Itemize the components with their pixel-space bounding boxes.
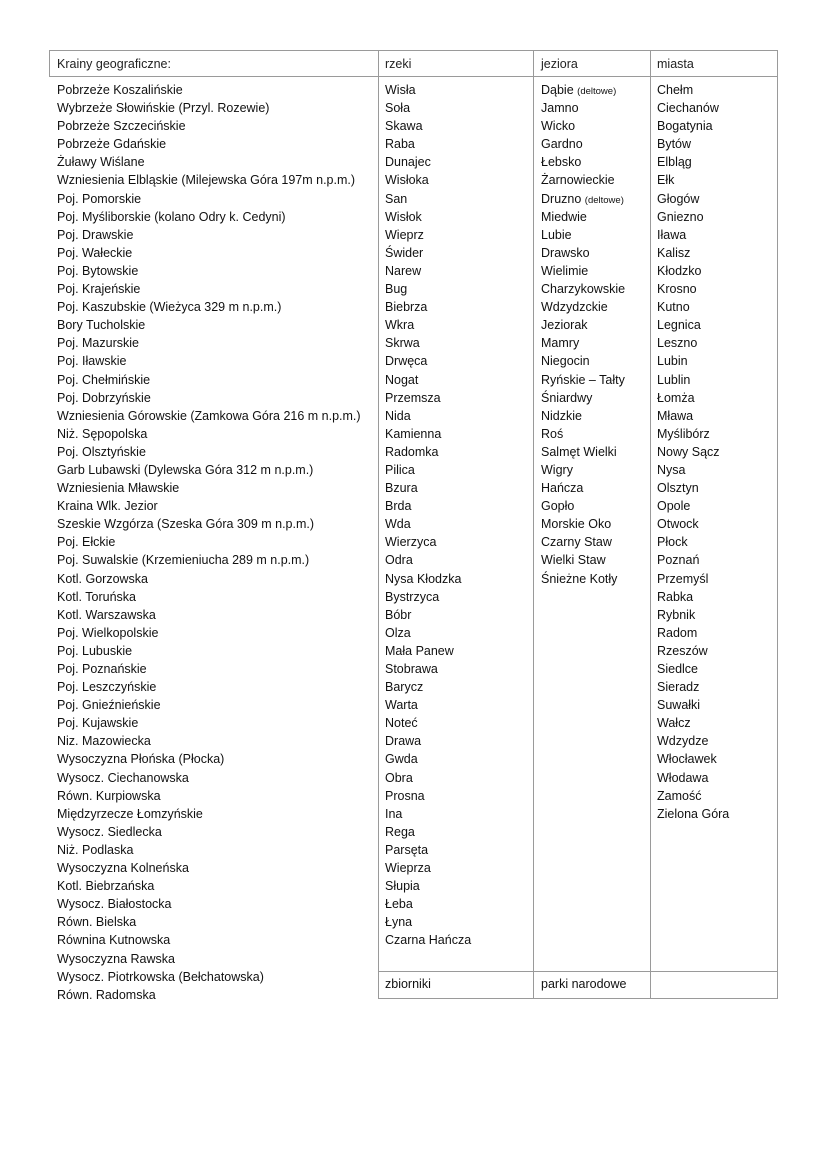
river-item: Pilica — [385, 462, 415, 477]
lake-item-name: Hańcza — [541, 481, 584, 496]
lake-item — [541, 171, 625, 189]
city-item: Siedlce — [657, 662, 698, 676]
region-item: Niz. Mazowiecka — [57, 734, 151, 749]
region-item: Poj. Ełckie — [57, 535, 116, 550]
lake-item — [541, 407, 625, 425]
header-lakes: jeziora — [541, 57, 578, 71]
lake-item-name: Salmęt Wielki — [541, 444, 617, 459]
lakes-column — [541, 81, 625, 588]
city-item: Otwock — [657, 517, 699, 532]
region-item: Niż. Podlaska — [57, 842, 134, 857]
region-item: Poj. Lubuskie — [57, 643, 133, 658]
region-item: Wysoczyzna Rawska — [57, 951, 175, 966]
river-item: Bystrzyca — [385, 589, 440, 604]
river-item: Wisłok — [385, 209, 422, 224]
city-item: Kłodzko — [657, 263, 702, 278]
city-item: Nowy Sącz — [657, 444, 720, 459]
city-item: Rabka — [657, 589, 694, 604]
region-item: Poj. Suwalskie (Krzemieniucha 289 m n.p.m.) — [57, 553, 310, 568]
city-item: Elbląg — [657, 155, 692, 170]
river-item: Kamienna — [385, 426, 442, 441]
lake-item-name: Czarny Staw — [541, 535, 612, 550]
lake-item-name: Wdzydzckie — [541, 300, 608, 315]
city-item: Mława — [657, 408, 694, 423]
col-divider-1 — [378, 50, 379, 999]
region-item: Poj. Mazurskie — [57, 336, 139, 351]
lake-item-name: Charzykowskie — [541, 282, 626, 297]
river-item: Skawa — [385, 119, 423, 134]
region-item: Wysocz. Ciechanowska — [57, 770, 189, 785]
city-item: Iława — [657, 227, 687, 242]
region-item: Poj. Bytowskie — [57, 263, 139, 278]
lake-item — [541, 262, 625, 280]
lake-item — [541, 135, 625, 153]
region-item: Równ. Bielska — [57, 915, 137, 930]
lake-item-name: Wielki Staw — [541, 553, 606, 568]
city-item: Wdzydze — [657, 734, 709, 749]
region-item: Poj. Poznańskie — [57, 662, 147, 676]
city-item: Lubin — [657, 354, 688, 369]
lake-item-name: Gardno — [541, 137, 583, 152]
river-item: Narew — [385, 263, 422, 278]
river-item: Dunajec — [385, 155, 431, 170]
region-item: Równ. Radomska — [57, 987, 156, 1002]
river-item: Wieprza — [385, 861, 431, 876]
city-item: Rzeszów — [657, 643, 708, 658]
river-item: Nida — [385, 408, 411, 423]
city-item: Nysa — [657, 462, 686, 477]
lake-item-name: Miedwie — [541, 209, 587, 224]
region-item: Poj. Drawskie — [57, 227, 134, 242]
lake-item — [541, 497, 625, 515]
footer-divider — [378, 971, 778, 972]
city-item: Sieradz — [657, 680, 700, 695]
table-bottom-border — [378, 998, 778, 999]
lake-item-name: Niegocin — [541, 354, 590, 369]
river-item: Bóbr — [385, 607, 412, 622]
lake-item — [541, 443, 625, 461]
river-item: San — [385, 191, 408, 206]
region-item: Poj. Chełmińskie — [57, 372, 151, 387]
region-item: Wysocz. Siedlecka — [57, 824, 162, 839]
city-item: Bogatynia — [657, 119, 713, 134]
river-item: Ina — [385, 806, 403, 821]
lake-item-note: (deltowe) — [584, 194, 624, 206]
lake-item — [541, 316, 625, 334]
lake-item-name: Dąbie — [541, 83, 574, 97]
header-rivers: rzeki — [385, 57, 412, 71]
region-item: Poj. Krajeńskie — [57, 282, 141, 297]
region-item: Wzniesienia Górowskie (Zamkowa Góra 216 m n.p.m.) — [57, 408, 361, 423]
region-item: Poj. Wałeckie — [57, 245, 133, 260]
city-item: Włocławek — [657, 752, 717, 767]
lake-item-name: Jeziorak — [541, 318, 588, 333]
col-divider-3 — [650, 50, 651, 999]
city-item: Kalisz — [657, 245, 691, 260]
river-item: Wieprz — [385, 227, 424, 242]
river-item: Brda — [385, 499, 412, 514]
lake-item-name: Jamno — [541, 101, 579, 116]
region-item: Równ. Kurpiowska — [57, 788, 161, 803]
lake-item-name: Morskie Oko — [541, 517, 612, 532]
city-item: Zielona Góra — [657, 806, 730, 821]
lake-item — [541, 533, 625, 551]
lake-item — [541, 226, 625, 244]
region-item: Poj. Pomorskie — [57, 191, 142, 206]
river-item: Radomka — [385, 444, 439, 459]
lake-item-note: (deltowe) — [577, 86, 617, 97]
city-item: Leszno — [657, 336, 698, 351]
table-left-border — [49, 50, 50, 77]
lake-item — [541, 551, 625, 569]
river-item: Prosna — [385, 788, 425, 803]
region-item: Szeskie Wzgórza (Szeska Góra 309 m n.p.m.) — [57, 517, 315, 532]
city-item: Olsztyn — [657, 481, 699, 496]
river-item: Stobrawa — [385, 662, 438, 676]
river-item: Drwęca — [385, 354, 428, 369]
lake-item — [541, 117, 625, 135]
river-item: Skrwa — [385, 336, 420, 351]
river-item: Czarna Hańcza — [385, 933, 472, 948]
lake-item-name: Druzno — [541, 191, 582, 206]
lake-item — [541, 515, 625, 533]
region-item: Wzniesienia Mławskie — [57, 481, 180, 496]
lake-item-name: Lubie — [541, 227, 572, 242]
lake-item-name: Śniardwy — [541, 390, 593, 405]
col-divider-2 — [533, 50, 534, 999]
cities-column — [657, 81, 729, 823]
lake-item-name: Gopło — [541, 499, 575, 514]
river-item: Wierzyca — [385, 535, 437, 550]
region-item: Wybrzeże Słowińskie (Przyl. Rozewie) — [57, 101, 270, 116]
river-item: Raba — [385, 137, 415, 152]
city-item: Krosno — [657, 282, 697, 297]
river-item: Wisłoka — [385, 173, 429, 188]
footer-reservoirs: zbiorniki — [385, 977, 431, 991]
lake-item — [541, 461, 625, 479]
lake-item — [541, 81, 625, 99]
lake-item-name: Nidzkie — [541, 408, 582, 423]
river-item: Przemsza — [385, 390, 441, 405]
city-item: Suwałki — [657, 698, 701, 713]
lake-item-name: Ryńskie – Tałty — [541, 372, 625, 387]
region-item: Poj. Leszczyńskie — [57, 680, 157, 695]
river-item: Rega — [385, 824, 415, 839]
region-item: Poj. Wielkopolskie — [57, 625, 159, 640]
river-item: Noteć — [385, 716, 418, 731]
regions-column — [57, 81, 361, 1004]
river-item: Łeba — [385, 897, 413, 912]
table-top-border — [49, 50, 778, 51]
header-cities: miasta — [657, 57, 694, 71]
region-item: Równina Kutnowska — [57, 933, 171, 948]
river-item: Wisła — [385, 83, 416, 97]
river-item: Nogat — [385, 372, 419, 387]
river-item: Nysa Kłodzka — [385, 571, 462, 586]
lake-item — [541, 244, 625, 262]
lake-item-name: Wigry — [541, 462, 573, 477]
footer-national-parks: parki narodowe — [541, 977, 627, 991]
region-item: Poj. Myśliborskie (kolano Odry k. Cedyni) — [57, 209, 286, 224]
city-item: Ciechanów — [657, 101, 719, 116]
city-item: Przemyśl — [657, 571, 709, 586]
river-item: Mała Panew — [385, 643, 454, 658]
header-divider — [49, 76, 778, 77]
region-item: Pobrzeże Szczecińskie — [57, 119, 186, 134]
region-item: Żuławy Wiślane — [57, 155, 145, 170]
river-item: Słupia — [385, 879, 420, 894]
lake-item-name: Wicko — [541, 119, 576, 134]
table-right-border — [777, 50, 778, 999]
lake-item — [541, 298, 625, 316]
city-item: Chełm — [657, 83, 694, 97]
city-item: Włodawa — [657, 770, 709, 785]
city-item: Łomża — [657, 390, 695, 405]
region-item: Poj. Gnieźnieńskie — [57, 698, 161, 713]
lake-item-name: Śnieżne Kotły — [541, 571, 618, 586]
region-item: Bory Tucholskie — [57, 318, 146, 333]
river-item: Olza — [385, 625, 411, 640]
lake-item — [541, 190, 625, 208]
river-item: Bzura — [385, 481, 418, 496]
city-item: Lublin — [657, 372, 691, 387]
river-item: Gwda — [385, 752, 418, 767]
river-item: Wda — [385, 517, 411, 532]
region-item: Poj. Kaszubskie (Wieżyca 329 m n.p.m.) — [57, 300, 282, 315]
lake-item-name: Mamry — [541, 336, 580, 351]
lake-item — [541, 280, 625, 298]
lake-item — [541, 334, 625, 352]
city-item: Głogów — [657, 191, 700, 206]
region-item: Garb Lubawski (Dylewska Góra 312 m n.p.m.) — [57, 462, 314, 477]
region-item: Poj. Olsztyńskie — [57, 444, 146, 459]
region-item: Kotl. Toruńska — [57, 589, 136, 604]
lake-item — [541, 352, 625, 370]
river-item: Świder — [385, 245, 424, 260]
city-item: Myślibórz — [657, 426, 710, 441]
region-item: Pobrzeże Gdańskie — [57, 137, 167, 152]
lake-item — [541, 479, 625, 497]
lake-item — [541, 389, 625, 407]
river-item: Biebrza — [385, 300, 428, 315]
river-item: Wkra — [385, 318, 415, 333]
region-item: Wysoczyzna Płońska (Płocka) — [57, 752, 225, 767]
region-item: Niż. Sępopolska — [57, 426, 148, 441]
lake-item — [541, 371, 625, 389]
city-item: Opole — [657, 499, 691, 514]
lake-item — [541, 208, 625, 226]
city-item: Kutno — [657, 300, 690, 315]
region-item: Kotl. Warszawska — [57, 607, 156, 622]
lake-item — [541, 425, 625, 443]
lake-item-name: Roś — [541, 426, 564, 441]
city-item: Poznań — [657, 553, 700, 568]
city-item: Gniezno — [657, 209, 704, 224]
river-item: Soła — [385, 101, 411, 116]
lake-item — [541, 99, 625, 117]
region-item: Wysoczyzna Kolneńska — [57, 861, 189, 876]
region-item: Wysocz. Białostocka — [57, 897, 172, 912]
region-item: Poj. Kujawskie — [57, 716, 139, 731]
river-item: Łyna — [385, 915, 413, 930]
river-item: Odra — [385, 553, 413, 568]
lake-item-name: Drawsko — [541, 245, 590, 260]
river-item: Warta — [385, 698, 418, 713]
region-item: Kotl. Biebrzańska — [57, 879, 155, 894]
city-item: Bytów — [657, 137, 692, 152]
lake-item-name: Łebsko — [541, 155, 582, 170]
lake-item — [541, 570, 625, 588]
river-item: Drawa — [385, 734, 422, 749]
city-item: Rybnik — [657, 607, 696, 622]
city-item: Legnica — [657, 318, 701, 333]
region-item: Poj. Iławskie — [57, 354, 127, 369]
lake-item — [541, 153, 625, 171]
river-item: Barycz — [385, 680, 424, 695]
city-item: Wałcz — [657, 716, 691, 731]
region-item: Wysocz. Piotrkowska (Bełchatowska) — [57, 969, 264, 984]
river-item: Obra — [385, 770, 413, 785]
city-item: Płock — [657, 535, 688, 550]
lake-item-name: Żarnowieckie — [541, 173, 615, 188]
region-item: Wzniesienia Elbląskie (Milejewska Góra 197m n.p.m.) — [57, 173, 356, 188]
river-item: Bug — [385, 282, 408, 297]
city-item: Radom — [657, 625, 698, 640]
region-item: Międzyrzecze Łomzyńskie — [57, 806, 203, 821]
header-regions: Krainy geograficzne: — [57, 57, 171, 71]
city-item: Zamość — [657, 788, 702, 803]
lake-item-name: Wielimie — [541, 263, 589, 278]
region-item: Kotl. Gorzowska — [57, 571, 149, 586]
region-item: Poj. Dobrzyńskie — [57, 390, 151, 405]
river-item: Parsęta — [385, 842, 429, 857]
region-item: Pobrzeże Koszalińskie — [57, 83, 183, 97]
rivers-column — [385, 81, 471, 950]
city-item: Ełk — [657, 173, 675, 188]
region-item: Kraina Wlk. Jezior — [57, 499, 158, 514]
